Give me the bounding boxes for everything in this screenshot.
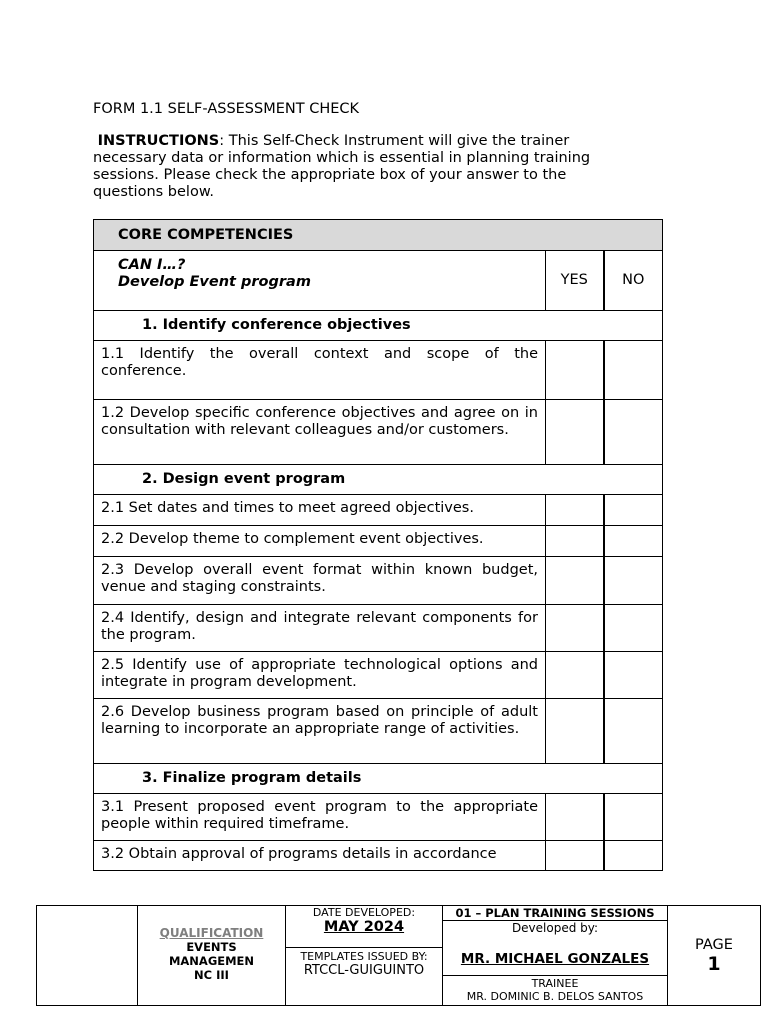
section-row: [94, 465, 663, 495]
logo-box: [37, 906, 138, 1006]
table-row: [94, 652, 663, 699]
page-footer: [36, 905, 761, 1006]
self-check-table: [93, 219, 663, 871]
section-title: 2. Design event program: [94, 465, 663, 495]
table-row: [94, 699, 663, 764]
can-i-label: CAN I…?: [118, 257, 186, 273]
qualification-line: NC III: [194, 968, 229, 982]
no-checkbox[interactable]: [604, 841, 663, 871]
qualification-box: [138, 906, 286, 1006]
form-title: FORM 1.1 SELF-ASSESSMENT CHECK: [93, 101, 360, 117]
core-competencies-header: CORE COMPETENCIES: [94, 220, 663, 251]
item-text: 3.1 Present proposed event program to the appropriate people within required timeframe.: [94, 794, 546, 841]
table-row: [94, 341, 663, 400]
item-text: 1.2 Develop specific conference objectives and agree on in consultation with relevant colleagues and/or customers.: [94, 400, 546, 465]
no-checkbox[interactable]: [604, 699, 663, 764]
item-text: 2.4 Identify, design and integrate relevant components for the program.: [94, 605, 546, 652]
section-title: 3. Finalize program details: [94, 764, 663, 794]
item-text: 1.1 Identify the overall context and scope of the conference.: [94, 341, 546, 400]
section-row: [94, 764, 663, 794]
no-checkbox[interactable]: [604, 341, 663, 400]
competency-title: Develop Event program: [118, 274, 311, 290]
yes-checkbox[interactable]: [546, 341, 604, 400]
item-text: 2.6 Develop business program based on principle of adult learning to incorporate an appropriate range of activities.: [94, 699, 546, 764]
yes-checkbox[interactable]: [546, 699, 604, 764]
instructions: [93, 133, 638, 201]
yes-checkbox[interactable]: [546, 794, 604, 841]
trainee-name: MR. DOMINIC B. DELOS SANTOS: [466, 990, 644, 1003]
developer-name: MR. MICHAEL GONZALES: [460, 951, 650, 967]
item-text: 2.5 Identify use of appropriate technological options and integrate in program development.: [94, 652, 546, 699]
table-row: [94, 400, 663, 465]
no-checkbox[interactable]: [604, 400, 663, 465]
no-checkbox[interactable]: [604, 794, 663, 841]
table-row: [94, 557, 663, 605]
templates-value: RTCCL-GUIGUINTO: [303, 963, 425, 978]
table-row: [94, 495, 663, 526]
yes-checkbox[interactable]: [546, 495, 604, 526]
table-row: [94, 526, 663, 557]
section-title: 1. Identify conference objectives: [94, 311, 663, 341]
module-title: 01 – PLAN TRAINING SESSIONS: [443, 906, 667, 921]
developer-box: [443, 906, 668, 1006]
page-label: PAGE: [695, 936, 733, 953]
yes-checkbox[interactable]: [546, 400, 604, 465]
no-header: NO: [604, 251, 663, 311]
page-box: [668, 906, 761, 1006]
item-text: 3.2 Obtain approval of programs details in accordance: [94, 841, 546, 871]
yes-checkbox[interactable]: [546, 841, 604, 871]
templates-label: TEMPLATES ISSUED BY:: [300, 950, 428, 963]
item-text: 2.3 Develop overall event format within known budget, venue and staging constraints.: [94, 557, 546, 605]
competency-row: [94, 251, 663, 311]
no-checkbox[interactable]: [604, 605, 663, 652]
date-developed-label: DATE DEVELOPED:: [312, 906, 416, 919]
developed-by-label: Developed by:: [511, 921, 599, 935]
page-number: 1: [707, 952, 721, 975]
yes-header: YES: [546, 251, 604, 311]
date-box: [286, 906, 443, 1006]
trainee-label: TRAINEE: [531, 977, 579, 990]
no-checkbox[interactable]: [604, 557, 663, 605]
yes-checkbox[interactable]: [546, 557, 604, 605]
table-header-row: [94, 220, 663, 251]
section-row: [94, 311, 663, 341]
item-text: 2.1 Set dates and times to meet agreed objectives.: [94, 495, 546, 526]
item-text: 2.2 Develop theme to complement event objectives.: [94, 526, 546, 557]
qualification-line: EVENTS: [186, 940, 237, 954]
no-checkbox[interactable]: [604, 495, 663, 526]
no-checkbox[interactable]: [604, 526, 663, 557]
table-row: [94, 841, 663, 871]
yes-checkbox[interactable]: [546, 526, 604, 557]
table-row: [94, 794, 663, 841]
yes-checkbox[interactable]: [546, 652, 604, 699]
yes-checkbox[interactable]: [546, 605, 604, 652]
instructions-label: INSTRUCTIONS: [97, 133, 220, 149]
qualification-label: QUALIFICATION: [159, 926, 264, 940]
instructions-text: : This Self-Check Instrument will give the trainer necessary data or information which is essential in planning training sessions. Please check the appropriate box of your answer to the questions below.: [93, 133, 591, 200]
competency-cell: [94, 251, 546, 311]
no-checkbox[interactable]: [604, 652, 663, 699]
table-row: [94, 605, 663, 652]
qualification-line: MANAGEMEN: [168, 954, 255, 968]
date-developed: MAY 2024: [323, 919, 405, 935]
